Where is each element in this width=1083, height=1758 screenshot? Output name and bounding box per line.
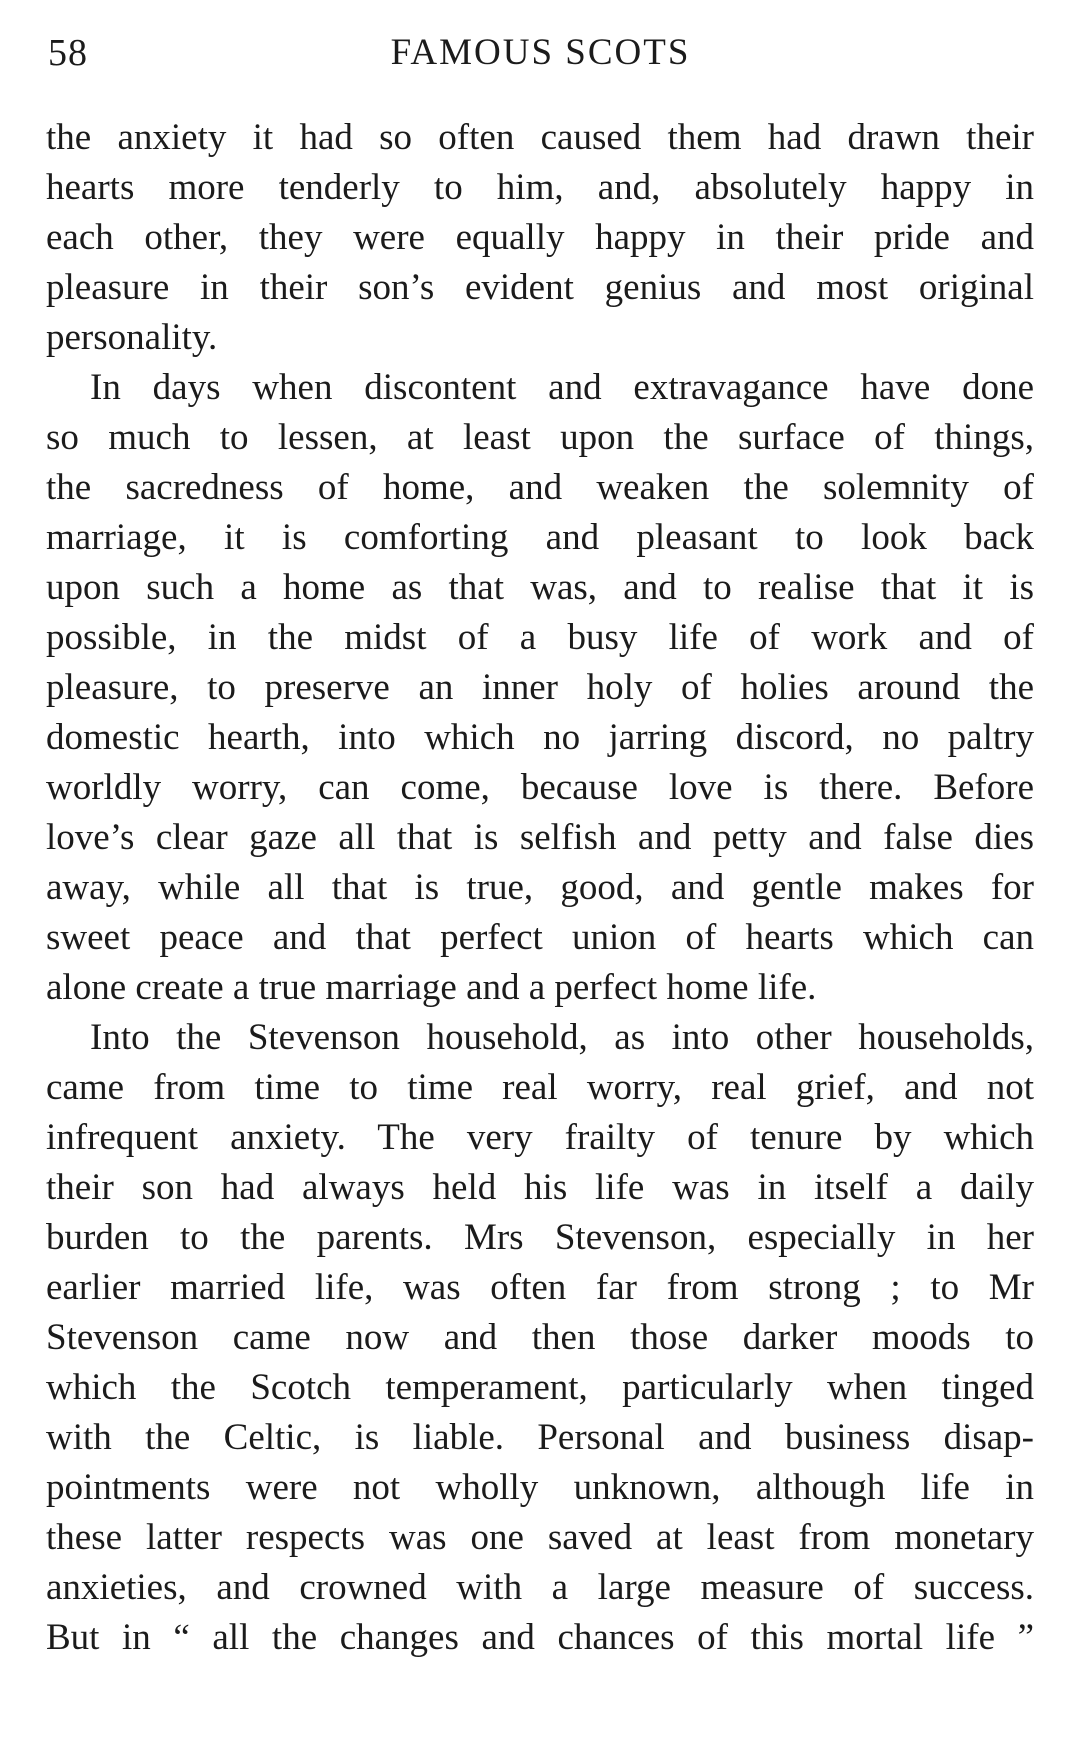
text-line: upon such a home as that was, and to realise that it is: [46, 567, 1034, 608]
text-line: the sacredness of home, and weaken the solemnity of: [46, 467, 1034, 508]
running-title: FAMOUS SCOTS: [390, 32, 691, 73]
body-text: [46, 113, 1034, 1663]
text-line: their son had always held his life was in itself a daily: [46, 1167, 1034, 1208]
page-number: 58: [48, 32, 88, 74]
page-header: [48, 28, 1033, 78]
text-line: domestic hearth, into which no jarring discord, no paltry: [46, 717, 1034, 758]
text-line: with the Celtic, is liable. Personal and business disap-: [46, 1417, 1034, 1458]
text-line: came from time to time real worry, real grief, and not: [46, 1067, 1034, 1108]
text-line: these latter respects was one saved at least from monetary: [46, 1517, 1034, 1558]
text-line: personality.: [46, 317, 218, 358]
text-line: worldly worry, can come, because love is there. Before: [46, 767, 1034, 808]
text-line: sweet peace and that perfect union of hearts which can: [46, 917, 1034, 958]
text-line: In days when discontent and extravagance have done: [90, 367, 1034, 408]
text-line: alone create a true marriage and a perfect home life.: [46, 967, 817, 1008]
text-line: so much to lessen, at least upon the surface of things,: [46, 417, 1034, 458]
text-line: Stevenson came now and then those darker moods to: [46, 1317, 1034, 1358]
text-line: hearts more tenderly to him, and, absolutely happy in: [46, 167, 1034, 208]
text-line: possible, in the midst of a busy life of work and of: [46, 617, 1034, 658]
text-line: infrequent anxiety. The very frailty of tenure by which: [46, 1117, 1034, 1158]
text-line: the anxiety it had so often caused them had drawn their: [46, 117, 1034, 158]
text-line: away, while all that is true, good, and gentle makes for: [46, 867, 1034, 908]
text-line: Into the Stevenson household, as into other households,: [90, 1017, 1034, 1058]
text-line: pointments were not wholly unknown, although life in: [46, 1467, 1034, 1508]
text-line: burden to the parents. Mrs Stevenson, especially in her: [46, 1217, 1034, 1258]
text-line: But in “ all the changes and chances of this mortal life ”: [46, 1617, 1034, 1658]
text-line: earlier married life, was often far from strong ; to Mr: [46, 1267, 1034, 1308]
text-line: pleasure, to preserve an inner holy of holies around the: [46, 667, 1034, 708]
text-line: marriage, it is comforting and pleasant to look back: [46, 517, 1034, 558]
text-line: love’s clear gaze all that is selfish and petty and false dies: [46, 817, 1034, 858]
text-line: anxieties, and crowned with a large measure of success.: [46, 1567, 1034, 1608]
text-line: which the Scotch temperament, particularly when tinged: [46, 1367, 1034, 1408]
text-line: each other, they were equally happy in their pride and: [46, 217, 1034, 258]
text-line: pleasure in their son’s evident genius and most original: [46, 267, 1034, 308]
